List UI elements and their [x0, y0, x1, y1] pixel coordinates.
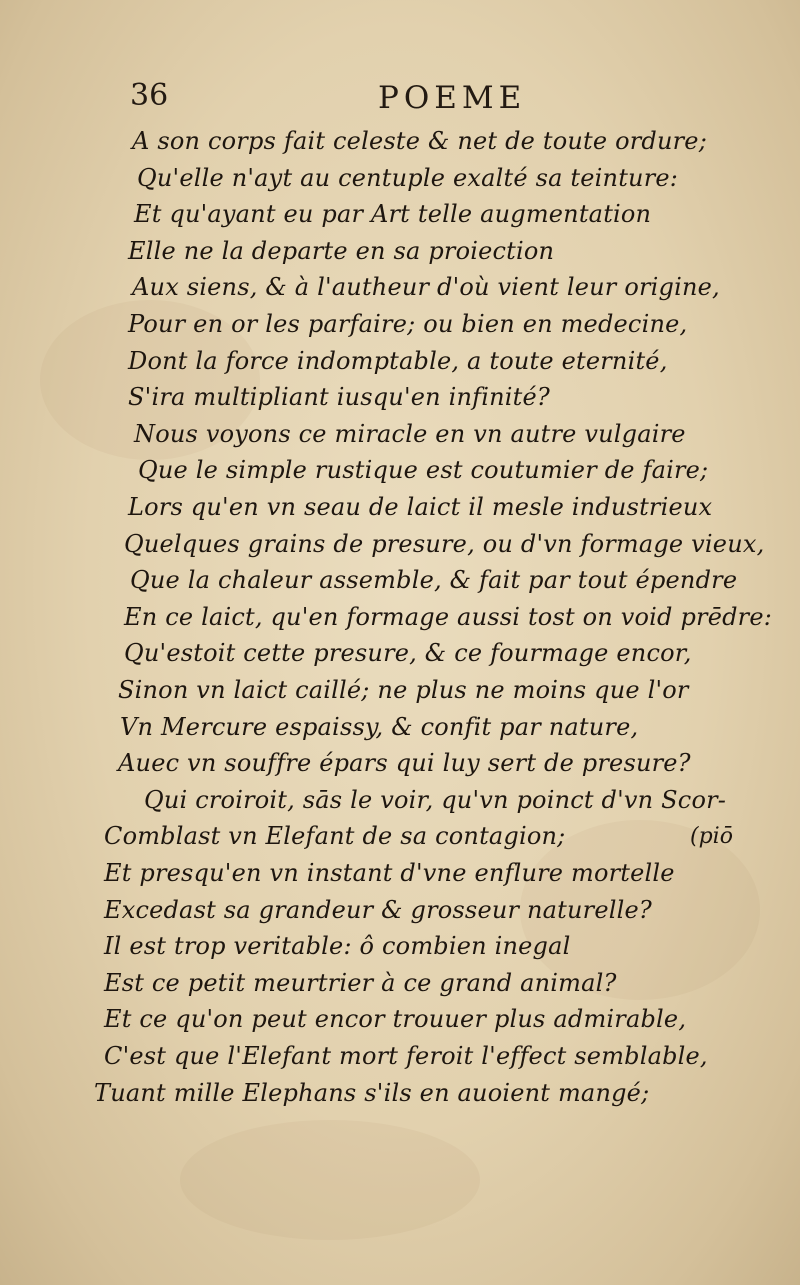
verse-line: Sinon vn laict caillé; ne plus ne moins que l'or	[118, 676, 689, 704]
verse-line: Tuant mille Elephans s'ils en auoient mangé;	[94, 1078, 650, 1107]
verse-line: Quelques grains de presure, ou d'vn formage vieux,	[124, 529, 765, 558]
verse-line: Auec vn souffre épars qui luy sert de presure?	[118, 749, 691, 778]
verse-line: A son corps fait celeste & net de toute ordure;	[132, 127, 707, 155]
verse-line: Qui croiroit, sās le voir, qu'vn poinct d'vn Scor-	[144, 785, 727, 814]
verse-line: Comblast vn Elefant de sa contagion;	[104, 822, 566, 851]
verse-line: Et ce qu'on peut encor trouuer plus admirable,	[104, 1005, 687, 1034]
verse-line: Aux siens, & à l'autheur d'où vient leur origine,	[132, 273, 720, 302]
verse-line: Qu'estoit cette presure, & ce fourmage encor,	[124, 639, 692, 668]
verse-line: Qu'elle n'ayt au centuple exalté sa teinture:	[137, 163, 679, 192]
verse-line: Lors qu'en vn seau de laict il mesle industrieux	[128, 493, 713, 521]
verse-line: Elle ne la departe en sa proiection	[128, 236, 555, 265]
verse-line: Pour en or les parfaire; ou bien en medecine,	[128, 310, 688, 338]
margin-note: (piō	[690, 824, 733, 849]
running-head	[0, 78, 800, 122]
verse-line: Et presqu'en vn instant d'vne enflure mortelle	[104, 859, 675, 887]
verse-line: Que la chaleur assemble, & fait par tout épendre	[130, 566, 738, 595]
verse-line: C'est que l'Elefant mort feroit l'effect semblable,	[104, 1042, 708, 1070]
page-number: 36	[130, 78, 169, 113]
verse-line: Que le simple rustique est coutumier de faire;	[138, 456, 709, 485]
verse-line: En ce laict, qu'en formage aussi tost on void prēdre:	[124, 602, 773, 631]
verse-line: Excedast sa grandeur & grosseur naturelle?	[104, 895, 652, 924]
verse-line: Dont la force indomptable, a toute eternité,	[128, 346, 668, 375]
running-title: POEME	[378, 80, 527, 116]
verse-line: Et qu'ayant eu par Art telle augmentation	[134, 200, 652, 229]
verse-line: Nous voyons ce miracle en vn autre vulgaire	[134, 419, 686, 448]
verse-line: Vn Mercure espaissy, & confit par nature,	[120, 712, 639, 741]
verse-line: Il est trop veritable: ô combien inegal	[104, 932, 571, 961]
verse-line: Est ce petit meurtrier à ce grand animal?	[104, 968, 617, 997]
paper-stain	[180, 1120, 480, 1240]
verse-line: S'ira multipliant iusqu'en infinité?	[128, 383, 550, 412]
